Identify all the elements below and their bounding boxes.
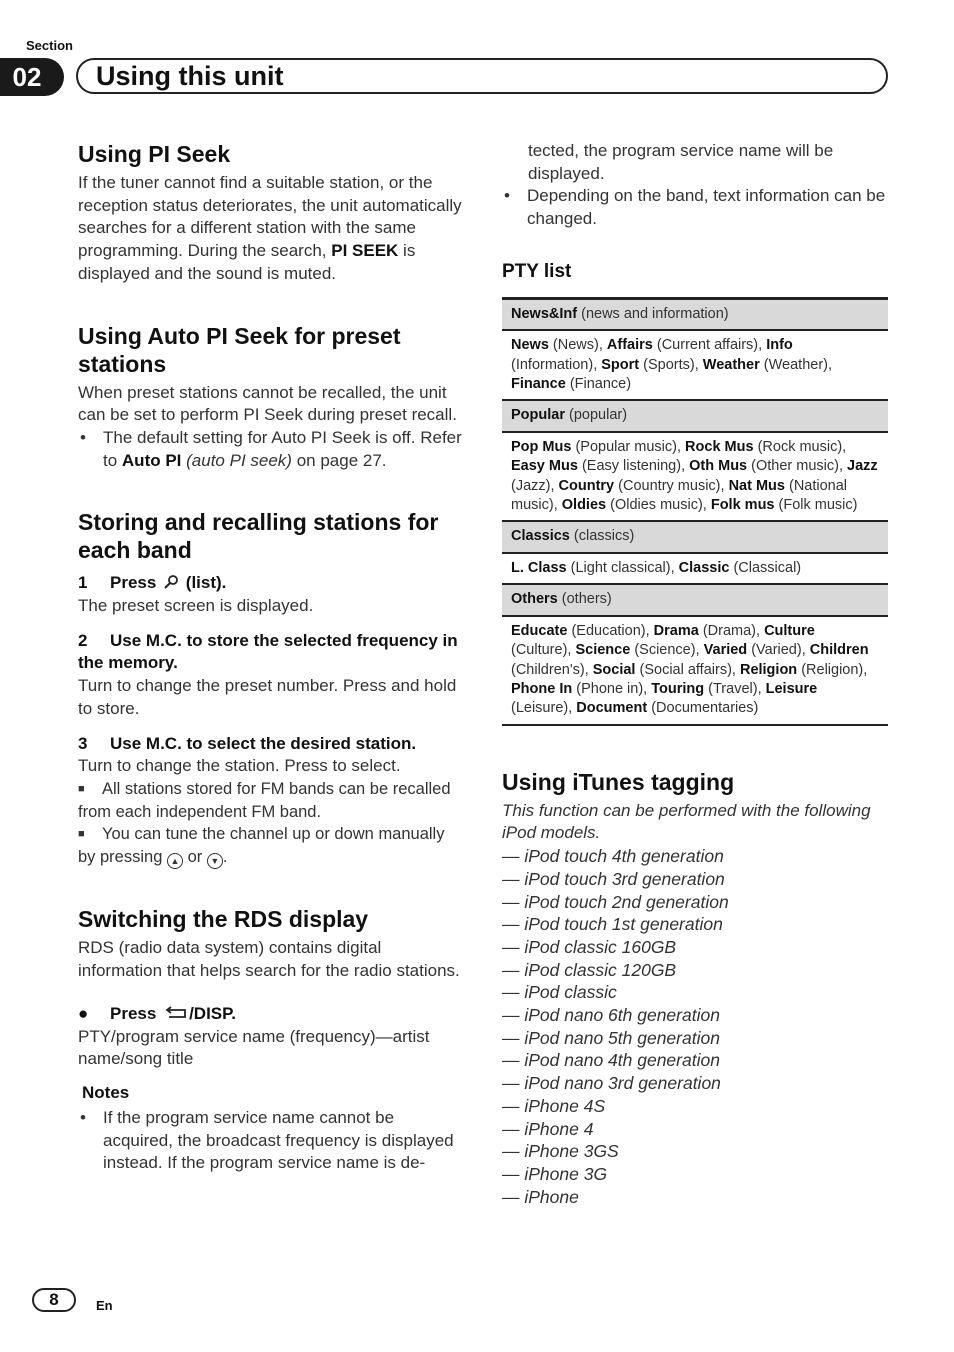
pty-item-code: Science xyxy=(575,642,631,659)
rds-press-step: ● Press /DISP. xyxy=(78,1003,462,1026)
pty-group-row: Classics (classics) xyxy=(502,521,888,552)
pty-items-row: News (News), Affairs (Current affairs), Info (Information), Sport (Sports), Weather (Weather), Finance (Finance) xyxy=(502,330,888,400)
pty-item-code: Classic xyxy=(678,559,730,576)
pty-item-desc: (Documentaries) xyxy=(651,700,759,717)
ipod-model-list xyxy=(502,845,888,1208)
page-title: Using this unit xyxy=(96,61,284,91)
ipod-model-item: — iPhone xyxy=(502,1186,579,1207)
band-text-bullet: • Depending on the band, text information can be changed. xyxy=(502,185,888,230)
ipod-model-item: — iPhone 3GS xyxy=(502,1141,619,1162)
step-2-text: Turn to change the preset number. Press and hold to store. xyxy=(78,676,457,718)
pty-item-code: Finance xyxy=(511,376,566,393)
pty-item-code: Document xyxy=(576,700,648,717)
pty-item-code: Culture xyxy=(764,622,815,639)
pty-item-code: Jazz xyxy=(847,458,878,475)
pty-item-code: Folk mus xyxy=(710,497,775,514)
pty-item-desc: (Current affairs) xyxy=(656,337,759,354)
step-2-title: 2 Use M.C. to store the selected frequency in the memory. xyxy=(78,630,458,673)
pty-item-desc: (Education) xyxy=(571,622,646,639)
auto-pi-heading: Using Auto PI Seek for preset stations xyxy=(78,322,401,377)
right-column xyxy=(502,140,888,1208)
rds-heading: Switching the RDS display xyxy=(78,906,369,933)
pty-item-desc: (Other music) xyxy=(751,458,839,475)
rds-text: RDS (radio data system) contains digital information that helps search for the radio stations. xyxy=(78,938,460,981)
rds-note-1: • If the program service name cannot be acquired, the broadcast frequency is displayed instead. If the program service name is de- xyxy=(78,1107,462,1175)
back-return-icon xyxy=(165,1005,189,1019)
pty-item-desc: (Varied) xyxy=(751,642,802,659)
pi-seek-text: If the tuner cannot find a suitable station, or the reception status deteriorates, the unit automatically searches for a different station with the same programming. During the search, PI SEEK is displayed and the sound is muted. xyxy=(78,173,462,283)
pty-item-desc: (Jazz) xyxy=(511,477,551,494)
ipod-model-item: — iPod touch 2nd generation xyxy=(502,891,729,912)
pty-item-desc: (Popular music) xyxy=(575,438,677,455)
pty-item-desc: (Rock music) xyxy=(757,438,843,455)
pty-item-code: Pop Mus xyxy=(511,438,572,455)
down-arrow-icon: ▼ xyxy=(207,853,223,869)
pty-item-code: Religion xyxy=(739,661,798,678)
auto-pi-bullet: • The default setting for Auto PI Seek is off. Refer to Auto PI (auto PI seek) on page 27. xyxy=(78,427,462,472)
pty-item-desc: (News) xyxy=(552,337,599,354)
pty-item-desc: (Children's) xyxy=(511,661,585,678)
pty-item-code: Educate xyxy=(511,622,568,639)
ipod-model-item: — iPod touch 4th generation xyxy=(502,846,724,867)
pty-item-code: Phone In xyxy=(511,680,573,697)
storing-heading: Storing and recalling stations for each band xyxy=(78,509,439,564)
ipod-model-item: — iPod nano 4th generation xyxy=(502,1050,720,1071)
pty-item-code: Rock Mus xyxy=(685,438,754,455)
pi-seek-heading: Using PI Seek xyxy=(78,141,231,167)
ipod-model-item: — iPod nano 6th generation xyxy=(502,1005,720,1026)
pty-item-desc: (Sports) xyxy=(643,356,695,373)
itunes-intro: This function can be performed with the following iPod models. xyxy=(502,800,871,843)
left-column xyxy=(78,140,462,1175)
pty-item-desc: (Culture) xyxy=(511,642,568,659)
ipod-model-item: — iPod classic xyxy=(502,982,617,1003)
bullet-dot-icon: ● xyxy=(78,1003,89,1023)
pty-item-code: Touring xyxy=(651,680,705,697)
pty-item-code: Oth Mus xyxy=(689,458,748,475)
pty-item-desc: (Information) xyxy=(511,356,594,373)
pty-item-desc: (Leisure) xyxy=(511,700,569,717)
pty-group-row: Others (others) xyxy=(502,584,888,615)
pty-item-code: L. Class xyxy=(511,559,567,576)
pty-item-desc: (Folk music) xyxy=(778,497,858,514)
itunes-heading: Using iTunes tagging xyxy=(502,768,735,795)
pty-item-desc: (Weather) xyxy=(763,356,828,373)
ipod-model-item: — iPod touch 3rd generation xyxy=(502,868,725,889)
continued-bullet-text: tected, the program service name will be displayed. xyxy=(528,141,834,183)
pty-item-code: Varied xyxy=(703,642,748,659)
pty-items-row: Pop Mus (Popular music), Rock Mus (Rock music), Easy Mus (Easy listening), Oth Mus (Other music), Jazz (Jazz), Country (Country music), Nat Mus (National music), Oldies (Oldies music), Folk mus (Folk music) xyxy=(502,432,888,522)
pty-item-desc: (Easy listening) xyxy=(581,458,682,475)
pty-item-desc: (Country music) xyxy=(618,477,721,494)
pty-list-heading: PTY list xyxy=(502,260,572,282)
auto-pi-text: When preset stations cannot be recalled, the unit can be set to perform PI Seek during preset recall. xyxy=(78,382,457,425)
pty-item-code: Social xyxy=(592,661,636,678)
page-number: 8 xyxy=(32,1288,76,1312)
pty-item-desc: (Social affairs) xyxy=(639,661,732,678)
pty-item-code: Sport xyxy=(601,356,640,373)
ipod-model-item: — iPhone 3G xyxy=(502,1163,608,1184)
pty-item-desc: (Science) xyxy=(634,642,696,659)
pty-item-desc: (Classical) xyxy=(733,559,802,576)
section-label: Section xyxy=(26,38,73,53)
ipod-model-item: — iPhone 4S xyxy=(502,1095,606,1116)
pty-item-code: Oldies xyxy=(561,497,607,514)
notes-heading: Notes xyxy=(82,1082,130,1102)
pty-item-code: Country xyxy=(558,477,615,494)
pty-items-row: Educate (Education), Drama (Drama), Culture (Culture), Science (Science), Varied (Varied), Children (Children's), Social (Social affairs), Religion (Religion), Phone In (Phone in), Touring (Travel), Leisure (Leisure), Document (Documentaries) xyxy=(502,616,888,725)
pty-item-desc: (Finance) xyxy=(569,376,632,393)
pty-item-code: Info xyxy=(766,337,793,354)
ipod-model-item: — iPod classic 160GB xyxy=(502,936,677,957)
rds-result: PTY/program service name (frequency)—artist name/song title xyxy=(78,1026,430,1069)
ipod-model-item: — iPod classic 120GB xyxy=(502,959,677,980)
pty-item-code: Nat Mus xyxy=(728,477,785,494)
step-1-text: The preset screen is displayed. xyxy=(78,596,314,616)
pty-item-code: Weather xyxy=(702,356,760,373)
step-note-2: ■ You can tune the channel up or down manually by pressing ▲ or ▼ . xyxy=(78,823,462,869)
pty-item-code: News xyxy=(511,337,549,354)
pty-item-desc: (Drama) xyxy=(702,622,757,639)
pty-item-code: Affairs xyxy=(606,337,653,354)
pty-items-row: L. Class (Light classical), Classic (Classical) xyxy=(502,553,888,584)
ipod-model-item: — iPod nano 3rd generation xyxy=(502,1073,721,1094)
pty-item-desc: (Religion) xyxy=(801,661,864,678)
pty-item-code: Easy Mus xyxy=(511,458,578,475)
ipod-model-item: — iPod touch 1st generation xyxy=(502,914,723,935)
ipod-model-item: — iPod nano 5th generation xyxy=(502,1027,720,1048)
section-number: 02 xyxy=(0,58,64,96)
pty-item-code: Drama xyxy=(653,622,699,639)
ipod-model-item: — iPhone 4 xyxy=(502,1118,594,1139)
pty-group-row: Popular (popular) xyxy=(502,400,888,431)
up-arrow-icon: ▲ xyxy=(167,853,183,869)
pty-item-desc: (Phone in) xyxy=(576,680,644,697)
pty-item-desc: (Oldies music) xyxy=(610,497,703,514)
pty-item-desc: (Travel) xyxy=(708,680,758,697)
pty-table xyxy=(502,297,888,726)
step-3-text: Turn to change the station. Press to select. xyxy=(78,756,401,776)
search-icon xyxy=(163,574,179,590)
step-3-title: 3 Use M.C. to select the desired station. xyxy=(78,733,417,753)
step-1-title: 1 Press (list). xyxy=(78,573,227,593)
language-label: En xyxy=(96,1298,113,1313)
pty-item-desc: (National music) xyxy=(511,477,848,514)
pty-item-code: Children xyxy=(809,642,869,659)
step-note-1: ■ All stations stored for FM bands can be recalled from each independent FM band. xyxy=(78,779,451,821)
pty-group-row: News&Inf (news and information) xyxy=(502,298,888,330)
pty-item-desc: (Light classical) xyxy=(570,559,671,576)
pty-item-code: Leisure xyxy=(765,680,818,697)
